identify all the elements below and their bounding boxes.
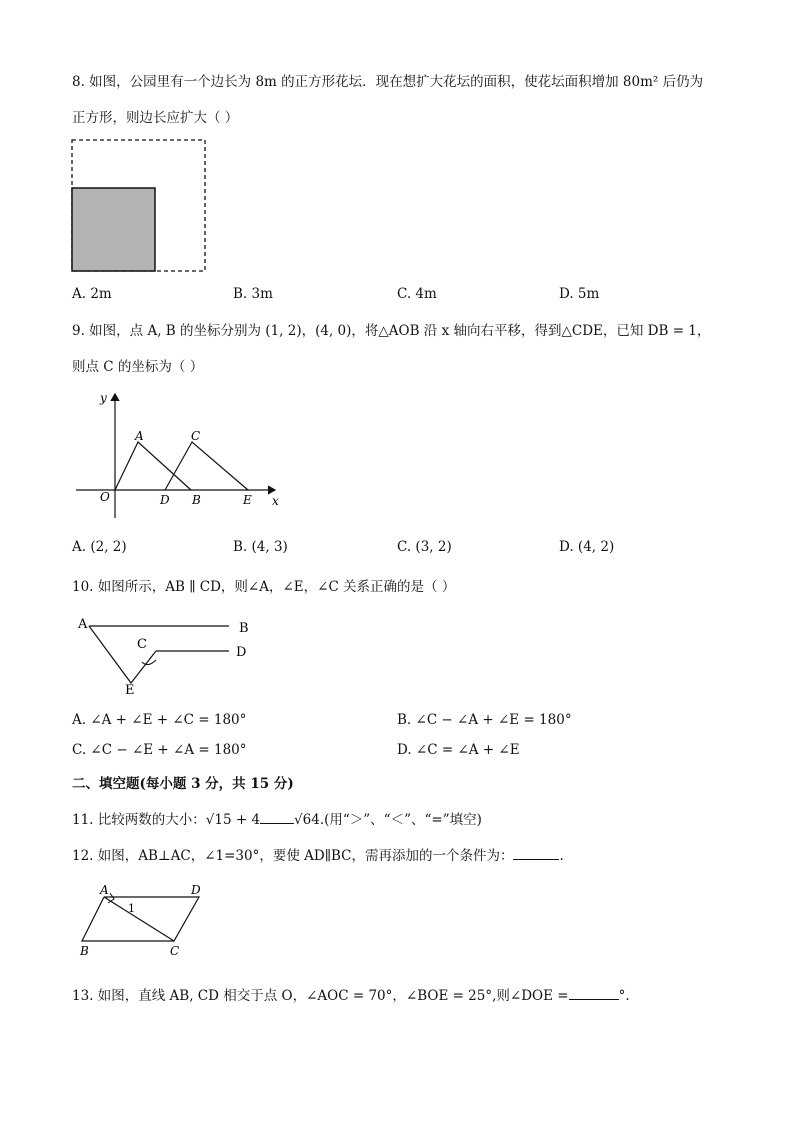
original-flowerbed-square — [72, 188, 155, 271]
q10-option-d[interactable]: D. ∠C = ∠A + ∠E — [397, 742, 520, 758]
label-b: B — [192, 493, 201, 507]
q12-end: . — [559, 848, 564, 864]
path-a-e-c — [89, 626, 156, 683]
q9-option-b[interactable]: B. (4, 3) — [233, 539, 288, 555]
q9-line2: 则点 C 的坐标为（ ） — [72, 359, 204, 375]
label-a: A — [135, 429, 144, 443]
q9-option-c[interactable]: C. (3, 2) — [397, 539, 452, 555]
q9-line1: 9. 如图，点 A, B 的坐标分别为 (1, 2)，(4, 0)，将△AOB 沿 x 轴向右平移，得到△CDE，已知 DB = 1， — [72, 323, 711, 339]
label-a: A — [100, 884, 109, 897]
label-e: E — [125, 683, 135, 698]
label-a: A — [78, 617, 88, 632]
label-b: B — [80, 944, 89, 958]
q9-figure — [70, 388, 285, 523]
label-x: x — [272, 494, 279, 508]
label-d: D — [191, 884, 201, 897]
q13-answer-blank[interactable] — [569, 998, 619, 1000]
q12-answer-blank[interactable] — [513, 858, 559, 860]
q10-option-b[interactable]: B. ∠C − ∠A + ∠E = 180° — [397, 712, 572, 728]
q8-figure — [68, 136, 210, 276]
q8-option-c[interactable]: C. 4m — [397, 286, 437, 302]
q12-text: 12. 如图，AB⊥AC，∠1=30°，要使 AD∥BC，需再添加的一个条件为： — [72, 848, 514, 864]
q8-line1: 8. 如图，公园里有一个边长为 8m 的正方形花坛．现在想扩大花坛的面积，使花坛面积增加 80m² 后仍为 — [72, 74, 704, 90]
q9-option-a[interactable]: A. (2, 2) — [72, 539, 127, 555]
q13-line — [72, 986, 630, 1006]
q13-end: °. — [618, 988, 630, 1004]
q11-line — [72, 810, 482, 830]
q11-answer-blank[interactable] — [260, 822, 294, 824]
q10-line1: 10. 如图所示，AB ∥ CD，则∠A，∠E，∠C 关系正确的是（ ） — [72, 579, 456, 595]
label-d: D — [236, 645, 247, 660]
section-title: 二、填空题(每小题 3 分，共 15 分) — [72, 776, 294, 792]
q10-option-a[interactable]: A. ∠A + ∠E + ∠C = 180° — [72, 712, 247, 728]
q9-option-d[interactable]: D. (4, 2) — [559, 539, 615, 555]
label-c: C — [137, 637, 147, 652]
triangle-aob — [115, 442, 191, 490]
diagonal-ac — [104, 897, 174, 941]
q13-text: 13. 如图，直线 AB, CD 相交于点 O，∠AOC = 70°，∠BOE = 25°,则∠DOE = — [72, 988, 569, 1004]
label-b: B — [239, 621, 249, 636]
label-c: C — [191, 429, 201, 443]
q8-option-b[interactable]: B. 3m — [233, 286, 273, 302]
q11-suffix: .(用“＞”、“＜”、“=”填空) — [319, 812, 482, 828]
label-d: D — [160, 493, 170, 507]
right-angle-mark — [108, 893, 114, 903]
label-o: O — [100, 490, 110, 504]
q8-line2: 正方形，则边长应扩大（ ） — [72, 110, 239, 126]
label-angle-1: 1 — [128, 902, 135, 915]
q11-expr1: √15 + 4 — [205, 812, 261, 828]
label-c: C — [170, 944, 180, 958]
q12-figure — [74, 884, 219, 962]
q10-option-c[interactable]: C. ∠C − ∠E + ∠A = 180° — [72, 742, 247, 758]
parallelogram-abcd — [82, 897, 199, 941]
label-y: y — [100, 391, 107, 405]
q8-option-d[interactable]: D. 5m — [559, 286, 600, 302]
triangle-cde — [165, 442, 248, 490]
label-e: E — [243, 493, 252, 507]
q8-option-a[interactable]: A. 2m — [72, 286, 112, 302]
q12-line — [72, 846, 564, 866]
q11-prefix: 11. 比较两数的大小： — [72, 812, 206, 828]
q10-figure — [72, 612, 262, 700]
q11-expr2: √64 — [294, 812, 320, 828]
